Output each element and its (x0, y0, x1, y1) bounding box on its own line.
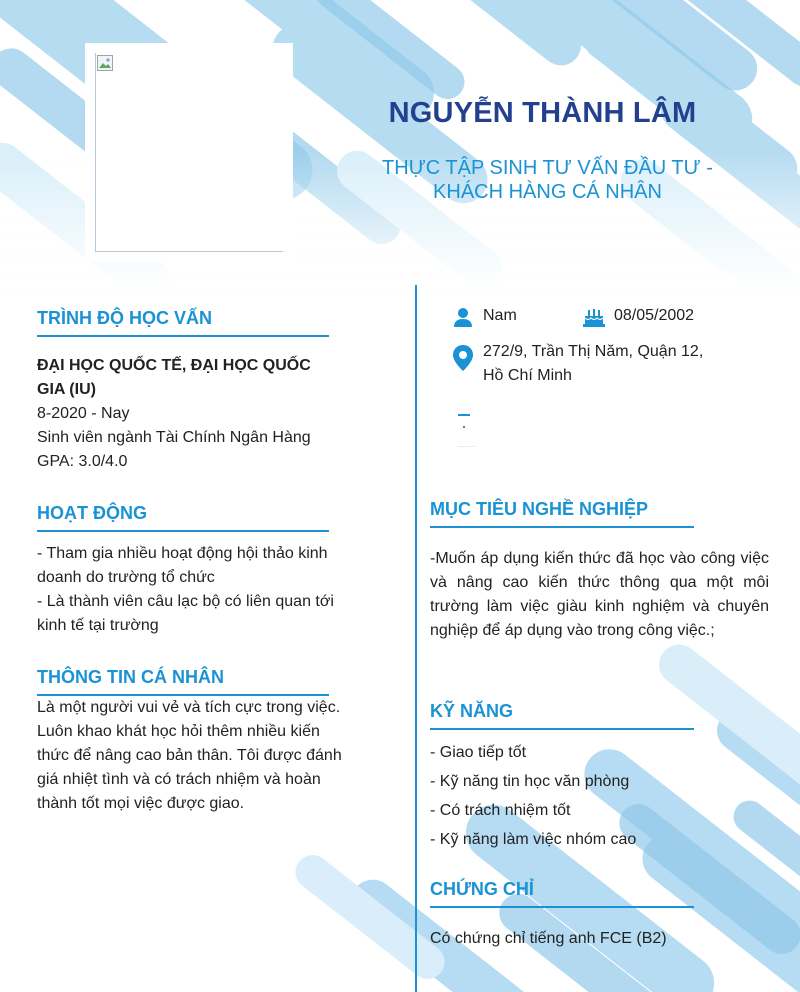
birthday-value: 08/05/2002 (614, 307, 695, 324)
education-major: Sinh viên ngành Tài Chính Ngân Hàng (37, 429, 311, 446)
about-section (37, 667, 329, 696)
about-content (37, 696, 342, 816)
objective-title: MỤC TIÊU NGHỀ NGHIỆP (430, 499, 694, 528)
skills-section (430, 701, 694, 730)
phone-placeholder-icon (458, 414, 752, 447)
profile-photo-frame (85, 43, 293, 262)
certificates-title: CHỨNG CHỈ (430, 879, 694, 908)
certificate-text: Có chứng chỉ tiếng anh FCE (B2) (430, 930, 667, 947)
skills-list (430, 738, 750, 854)
education-title: TRÌNH ĐỘ HỌC VẤN (37, 308, 329, 337)
candidate-name: NGUYỄN THÀNH LÂM (388, 97, 697, 129)
profile-photo (95, 53, 283, 252)
activity-item: - Tham gia nhiều hoạt động hội thảo kinh doanh do trường tổ chức (37, 545, 328, 586)
skill-item: - Kỹ năng tin học văn phòng (430, 773, 630, 790)
cake-icon (582, 305, 606, 327)
skill-item: - Kỹ năng làm việc nhóm cao (430, 831, 637, 848)
certificates-content (430, 927, 760, 951)
about-title: THÔNG TIN CÁ NHÂN (37, 667, 329, 696)
education-content (37, 354, 337, 474)
about-text: Là một người vui vẻ và tích cực trong việc. Luôn khao khát học hỏi thêm nhiều kiến thức để nâng cao bản thân. Tôi được đánh giá nhiệt tình và có trách nhiệm và hoàn thành tốt mọi việc được giao. (37, 699, 342, 812)
activities-section (37, 503, 329, 532)
objective-section (430, 499, 694, 528)
objective-text: -Muốn áp dụng kiến thức đã học vào công việc và nâng cao kiến thức thông qua một môi trường làm việc giàu kinh nghiệm và chuyên nghiệp để áp dụng vào trong công việc.; (430, 550, 769, 639)
education-section (37, 308, 329, 337)
skill-item: - Có trách nhiệm tốt (430, 802, 571, 819)
candidate-role: THỰC TẬP SINH TƯ VẤN ĐẦU TƯ - KHÁCH HÀNG CÁ NHÂN (382, 157, 713, 203)
column-divider (415, 285, 417, 992)
broken-image-icon (97, 55, 113, 71)
skill-item: - Giao tiếp tốt (430, 744, 527, 761)
personal-info (452, 304, 752, 447)
skills-title: KỸ NĂNG (430, 701, 694, 730)
location-pin-icon (452, 344, 474, 372)
education-period: 8-2020 - Nay (37, 405, 130, 422)
education-school: ĐẠI HỌC QUỐC TẾ, ĐẠI HỌC QUỐC GIA (IU) (37, 357, 311, 398)
person-icon (452, 306, 474, 328)
gender-value: Nam (483, 307, 517, 324)
certificates-section (430, 879, 694, 908)
education-gpa: GPA: 3.0/4.0 (37, 453, 128, 470)
objective-content (430, 547, 769, 643)
activity-item: - Là thành viên câu lạc bộ có liên quan tới kinh tế tại trường (37, 593, 334, 634)
activities-list (37, 542, 342, 638)
address-value: 272/9, Trần Thị Năm, Quận 12, Hồ Chí Minh (483, 343, 704, 384)
activities-title: HOẠT ĐỘNG (37, 503, 329, 532)
